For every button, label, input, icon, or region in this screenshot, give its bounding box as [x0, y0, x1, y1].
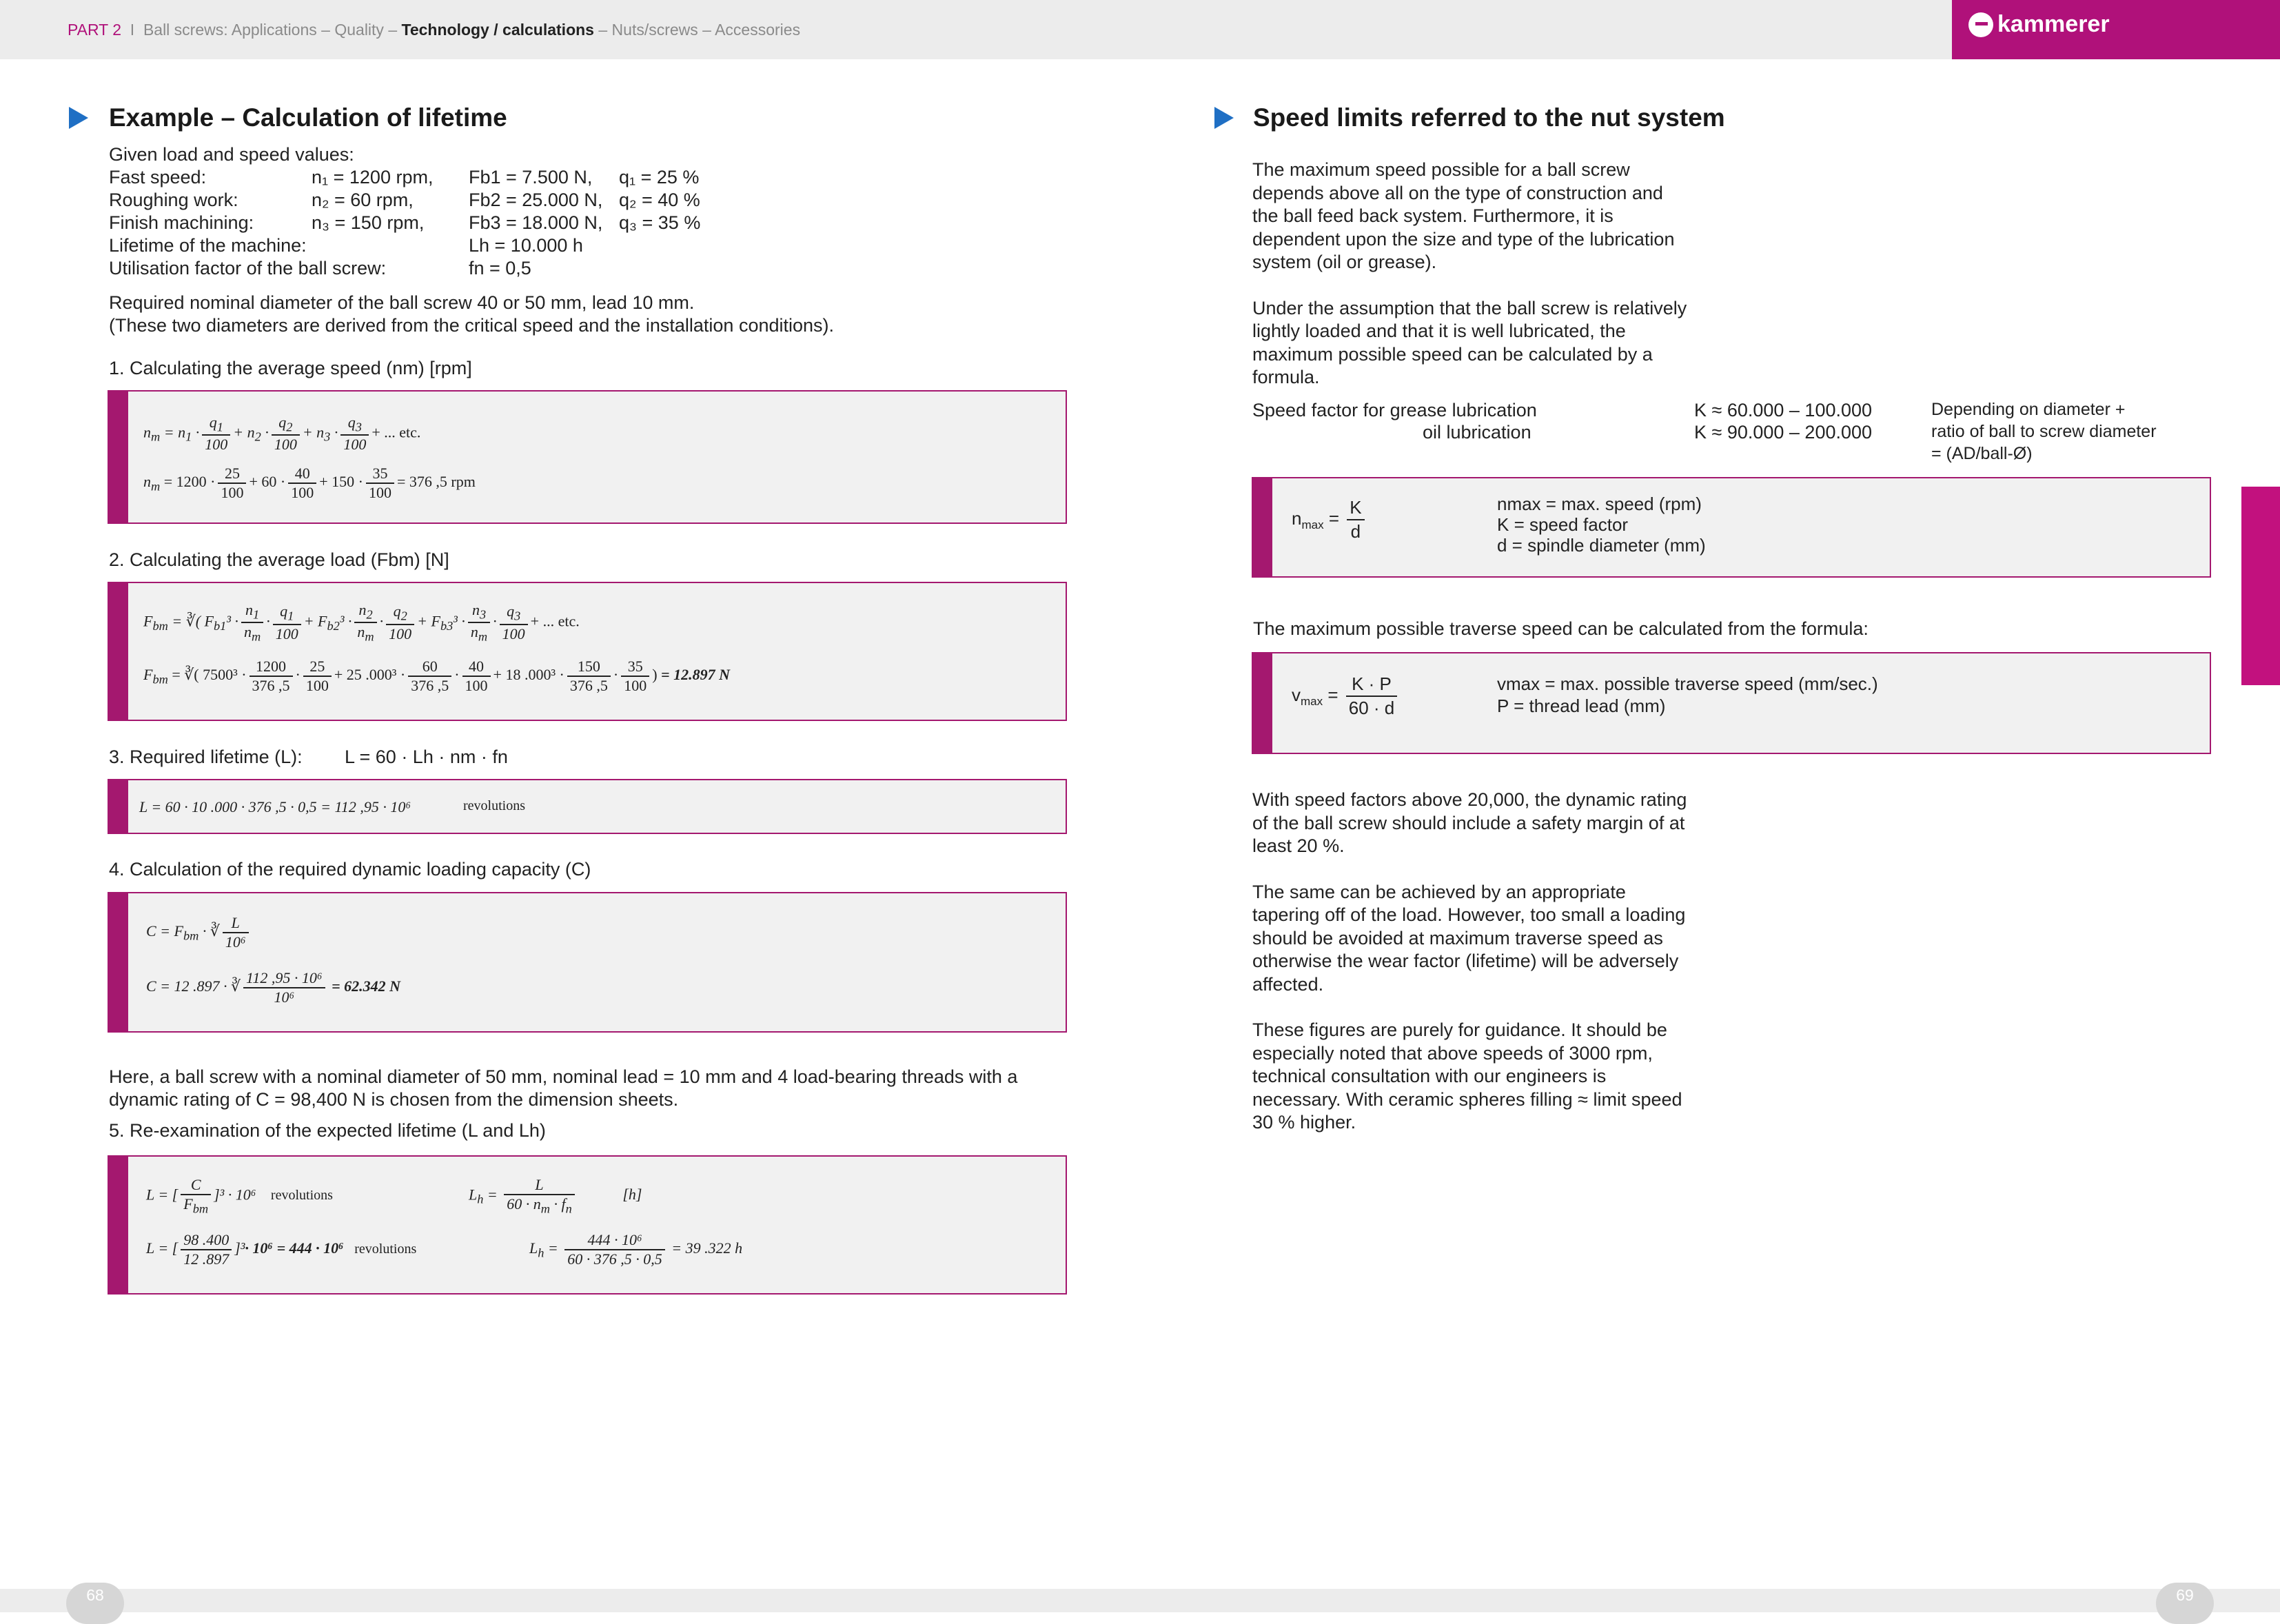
- legend-item: d = spindle diameter (mm): [1497, 535, 1706, 556]
- formula-box-dynamic-capacity: [108, 892, 1067, 1033]
- formula-lh: $L_h$ = $\frac{L}{60 \cdot n_m \cdot f_n}$ [h]: [469, 1176, 642, 1216]
- formula-unit-h: [h]: [622, 1186, 642, 1204]
- given-label: Given load and speed values:: [109, 144, 354, 165]
- box-accent: [109, 780, 128, 833]
- formula-result: = 39 .322 h: [671, 1239, 743, 1257]
- formula-unit: revolutions: [463, 798, 525, 813]
- section-title: Speed limits referred to the nut system: [1253, 103, 1725, 132]
- formula-l-values: L = [ $\frac{98 .400}{12 .897}$ ]³· 10⁶ = 444 · 10⁶ revolutions: [146, 1231, 417, 1268]
- legend-item: vmax = max. possible traverse speed (mm/sec.): [1497, 673, 1878, 694]
- paragraph: The same can be achieved by an appropriate tapering off of the load. However, too small a loading should be avoided at maximum traverse speed as otherwise the wear factor (lifetime) will be adversely affected.: [1252, 881, 1686, 995]
- given-load: Fb1 = 7.500 N,: [469, 167, 593, 187]
- breadcrumb-item[interactable]: – Nuts/screws – Accessories: [598, 21, 801, 39]
- diameter-note: (These two diameters are derived from the critical speed and the installation conditions).: [109, 315, 835, 336]
- breadcrumb-active[interactable]: Technology / calculations: [401, 21, 594, 39]
- chapter-tab[interactable]: [2241, 487, 2280, 685]
- section-title: Example – Calculation of lifetime: [109, 103, 507, 132]
- given-speed: n₁ = 1200 rpm,: [312, 167, 434, 187]
- formula-etc: + ... etc.: [371, 423, 421, 441]
- given-load: Fb3 = 18.000 N,: [469, 212, 603, 233]
- given-load: Fb2 = 25.000 N,: [469, 190, 603, 210]
- step-heading: 1. Calculating the average speed (nm) [rpm]: [109, 358, 472, 378]
- speed-factor-note: ratio of ball to screw diameter: [1931, 422, 2157, 441]
- speed-factor-note: = (AD/ball-Ø): [1931, 444, 2033, 463]
- box-accent: [109, 583, 128, 720]
- bullet-icon: [69, 107, 88, 129]
- formula-fbm-values: $F_{bm}$ = ∛( 7500³ · $\frac{1200}{376 ,5}$ · $\frac{25}{100}$ + 25 .000³ · $\frac{60}{376 ,5}$ · $\frac{40}{100}$ + 18 .000³ · $\frac{150}{376 ,5}$ · $\frac{35}{100}$ ) = 12.897 N: [143, 658, 730, 694]
- breadcrumb-part[interactable]: PART 2: [68, 21, 121, 39]
- breadcrumb-separator: I: [130, 21, 135, 39]
- step-heading: 4. Calculation of the required dynamic loading capacity (C): [109, 859, 591, 880]
- box-accent: [109, 1157, 128, 1293]
- formula-nm: $n_m = n_1$ · $\frac{q_1}{100}$ + $n_2$ · $\frac{q_2}{100}$ + $n_3$ · $\frac{q_3}{100}$ + ... etc.: [143, 414, 421, 454]
- logo-text: kammerer: [1997, 11, 2110, 37]
- given-share: q₁ = 25 %: [619, 167, 700, 187]
- speed-factor-note: Depending on diameter +: [1931, 400, 2126, 419]
- formula-fbm: $F_{bm}$ = ∛( $F_{b1}^3$ · $\frac{n_1}{n_m}$ · $\frac{q_1}{100}$ + $F_{b2}^3$ · $\frac{n_2}{n_m}$ · $\frac{q_2}{100}$ + $F_{b3}^3$ · $\frac{n_3}{n_m}$ · $\frac{q_3}{100}$ + ... etc.: [143, 601, 580, 644]
- formula-box-average-load: [108, 582, 1067, 721]
- speed-factor-value: K ≈ 60.000 – 100.000: [1694, 400, 1873, 420]
- legend-item: P = thread lead (mm): [1497, 696, 1666, 716]
- box-accent: [1253, 653, 1272, 753]
- formula-lifetime: L = 60 · 10 .000 · 376 ,5 · 0,5 = 112 ,95 · 10⁶: [139, 798, 411, 815]
- given-label: Utilisation factor of the ball screw:: [109, 258, 387, 278]
- breadcrumb: [68, 21, 800, 39]
- diameter-note: Required nominal diameter of the ball screw 40 or 50 mm, lead 10 mm.: [109, 292, 695, 313]
- given-share: q₃ = 35 %: [619, 212, 701, 233]
- formula-result: = 376 ,5: [396, 473, 447, 491]
- formula-box-reexamination: [108, 1155, 1067, 1295]
- formula-result: = 12.897 N: [661, 666, 730, 684]
- formula-unit: revolutions: [270, 1188, 333, 1204]
- legend-item: K = speed factor: [1497, 514, 1629, 535]
- formula-vmax: $v_{max}$ = $\frac{K \cdot P}{60 \cdot d}$: [1292, 673, 1400, 720]
- given-speed: n₂ = 60 rpm,: [312, 190, 414, 210]
- speed-factor-value: K ≈ 90.000 – 200.000: [1694, 422, 1873, 443]
- given-share: q₂ = 40 %: [619, 190, 700, 210]
- speed-factor-label: Speed factor for grease lubrication: [1252, 400, 1537, 420]
- step-heading: 5. Re-examination of the expected lifetime (L and Lh): [109, 1120, 546, 1141]
- formula-lh-values: $L_h$ = $\frac{\text{444 · 10⁶}}{60 \cdot 376 ,5 \cdot 0,5}$ = 39 .322 h: [529, 1231, 743, 1268]
- formula-box-vmax: [1252, 652, 2211, 754]
- formula-box-lifetime: [108, 779, 1067, 834]
- formula-nmax: $n_{max}$ = $\frac{K}{d}$: [1292, 496, 1367, 543]
- formula-unit: rpm: [451, 473, 476, 491]
- paragraph: Under the assumption that the ball screw is relatively lightly loaded and that it is well lubricated, the maximum possible speed can be calculated by a formula.: [1252, 297, 1687, 387]
- given-label: Finish machining:: [109, 212, 254, 233]
- footer-bar: [0, 1589, 2280, 1612]
- body-text: The maximum possible traverse speed can be calculated from the formula:: [1253, 618, 1869, 639]
- box-accent: [109, 392, 128, 522]
- body-text: dynamic rating of C = 98,400 N is chosen from the dimension sheets.: [109, 1089, 679, 1110]
- formula-c: $C = F_{bm}$ · ∛ $\frac{L}{\text{10⁶}}$: [146, 914, 252, 951]
- step-heading: 2. Calculating the average load (Fbm) [N]: [109, 549, 449, 570]
- step-heading: 3. Required lifetime (L):: [109, 747, 303, 767]
- step-formula: L = 60 · Lh · nm · fn: [345, 747, 508, 767]
- body-paragraphs: [1252, 159, 1693, 412]
- given-speed: n₃ = 150 rpm,: [312, 212, 425, 233]
- formula-mid: · 10⁶ = 444 · 10⁶: [245, 1239, 344, 1257]
- given-label: Fast speed:: [109, 167, 207, 187]
- paragraph: These figures are purely for guidance. It should be especially noted that above speeds of 3000 rpm, technical consultation with our engineers is necessary. With ceramic spheres filling ≈ limit speed 30 % higher.: [1252, 1019, 1682, 1133]
- page-number-right: 69: [2156, 1583, 2214, 1624]
- logo-icon: [1968, 12, 1993, 37]
- body-text: Here, a ball screw with a nominal diameter of 50 mm, nominal lead = 10 mm and 4 load-bearing threads with a: [109, 1066, 1018, 1087]
- given-label: Lifetime of the machine:: [109, 235, 307, 256]
- formula-unit: revolutions: [354, 1241, 417, 1257]
- given-factor: fn = 0,5: [469, 258, 531, 278]
- box-accent: [109, 893, 128, 1031]
- body-paragraphs: [1252, 789, 1693, 1157]
- formula-box-average-speed: [108, 390, 1067, 524]
- formula-result: = 62.342 N: [332, 977, 400, 995]
- paragraph: The maximum speed possible for a ball screw depends above all on the type of construction and the ball feed back system. Furthermore, it is dependent upon the size and type of the lubrication system (oil or grease).: [1252, 159, 1675, 272]
- formula-box-nmax: [1252, 477, 2211, 578]
- box-accent: [1253, 478, 1272, 576]
- speed-factor-label: oil lubrication: [1423, 422, 1531, 443]
- legend-item: nmax = max. speed (rpm): [1497, 494, 1702, 514]
- formula-nm-values: $n_m = 1200$ · $\frac{25}{100}$ + 60 · $\frac{40}{100}$ + 150 · $\frac{35}{100}$ = 376 ,5 rpm: [143, 465, 476, 501]
- brand-logo[interactable]: [1952, 0, 2280, 59]
- formula-c-values: C = 12 .897 · ∛ $\frac{\text{112 ,95 · 10⁶}}{\text{10⁶}}$ = 62.342 N: [146, 969, 400, 1006]
- page-number-left: 68: [66, 1583, 124, 1624]
- paragraph: With speed factors above 20,000, the dynamic rating of the ball screw should include a safety margin of at least 20 %.: [1252, 789, 1687, 856]
- given-lifetime: Lh = 10.000 h: [469, 235, 583, 256]
- given-label: Roughing work:: [109, 190, 238, 210]
- formula-etc: + ... etc.: [530, 612, 580, 630]
- formula-l: L = [ $\frac{C}{F_{bm}}$ ]³ · 10⁶ revolutions: [146, 1176, 333, 1216]
- bullet-icon: [1214, 107, 1234, 129]
- breadcrumb-item[interactable]: Ball screws: Applications – Quality –: [143, 21, 398, 39]
